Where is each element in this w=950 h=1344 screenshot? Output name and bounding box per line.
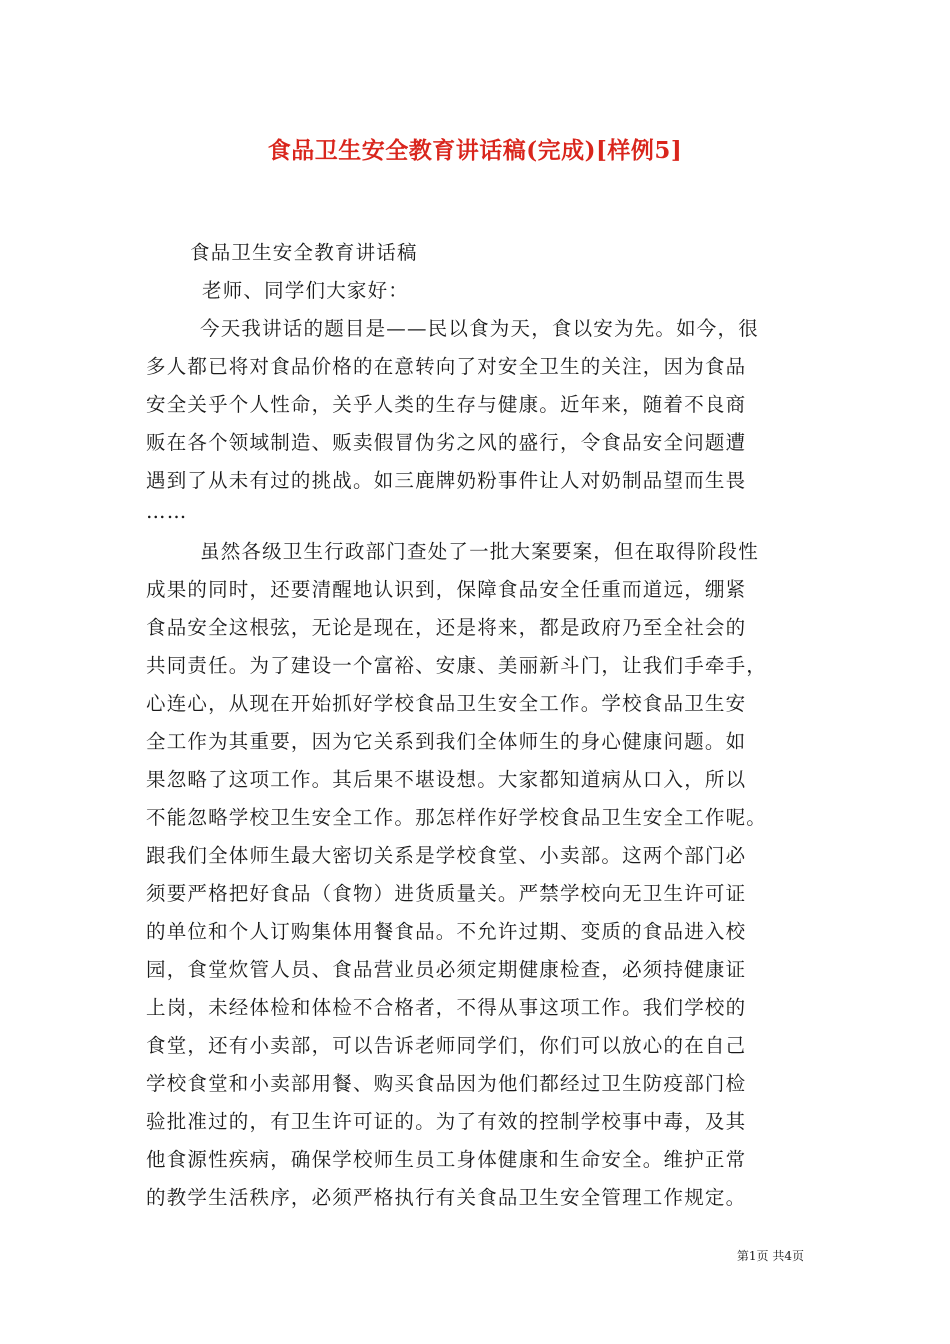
paragraph-line: 他食源性疾病，确保学校师生员工身体健康和生命安全。维护正常	[146, 1148, 747, 1171]
paragraph-line: 贩在各个领域制造、贩卖假冒伪劣之风的盛行，令食品安全问题遭	[146, 431, 747, 454]
paragraph-line: 的单位和个人订购集体用餐食品。不允许过期、变质的食品进入校	[146, 920, 747, 943]
paragraph-line: 果忽略了这项工作。其后果不堪设想。大家都知道病从口入，所以	[146, 768, 747, 791]
paragraph-line: 遇到了从未有过的挑战。如三鹿牌奶粉事件让人对奶制品望而生畏	[146, 469, 747, 492]
paragraph-line: 虽然各级卫生行政部门查处了一批大案要案，但在取得阶段性	[200, 540, 759, 563]
paragraph-line: 上岗，未经体检和体检不合格者，不得从事这项工作。我们学校的	[146, 996, 747, 1019]
paragraph-line: 多人都已将对食品价格的在意转向了对安全卫生的关注，因为食品	[146, 355, 747, 378]
paragraph-line: 成果的同时，还要清醒地认识到，保障食品安全任重而道远，绷紧	[146, 578, 747, 601]
paragraph-line: 全工作为其重要，因为它关系到我们全体师生的身心健康问题。如	[146, 730, 747, 753]
paragraph-line: 不能忽略学校卫生安全工作。那怎样作好学校食品卫生安全工作呢。	[146, 806, 768, 829]
greeting: 老师、同学们大家好：	[202, 279, 410, 302]
paragraph-line: 须要严格把好食品（食物）进货质量关。严禁学校向无卫生许可证	[146, 882, 747, 905]
paragraph-line: 验批准过的，有卫生许可证的。为了有效的控制学校事中毒，及其	[146, 1110, 747, 1133]
document-subtitle: 食品卫生安全教育讲话稿	[190, 241, 418, 264]
paragraph-line: 食品安全这根弦，无论是现在，还是将来，都是政府乃至全社会的	[146, 616, 747, 639]
paragraph-line: 食堂，还有小卖部，可以告诉老师同学们，你们可以放心的在自己	[146, 1034, 747, 1057]
document-title: 食品卫生安全教育讲话稿(完成)[样例5]	[267, 137, 683, 164]
paragraph-line: 学校食堂和小卖部用餐、购买食品因为他们都经过卫生防疫部门检	[146, 1072, 747, 1095]
paragraph-line: 园，食堂炊管人员、食品营业员必须定期健康检查，必须持健康证	[146, 958, 747, 981]
page-number: 第1页 共4页	[736, 1249, 804, 1263]
paragraph-line: 的教学生活秩序，必须严格执行有关食品卫生安全管理工作规定。	[146, 1186, 747, 1209]
paragraph-line: 跟我们全体师生最大密切关系是学校食堂、小卖部。这两个部门必	[146, 844, 747, 867]
paragraph-line: 心连心，从现在开始抓好学校食品卫生安全工作。学校食品卫生安	[146, 692, 747, 715]
paragraph-line: 共同责任。为了建设一个富裕、安康、美丽新斗门，让我们手牵手，	[146, 654, 768, 677]
paragraph-line: ……	[146, 500, 188, 523]
paragraph-line: 安全关乎个人性命，关乎人类的生存与健康。近年来，随着不良商	[146, 393, 747, 416]
paragraph-line: 今天我讲话的题目是——民以食为天，食以安为先。如今，很	[200, 317, 759, 340]
